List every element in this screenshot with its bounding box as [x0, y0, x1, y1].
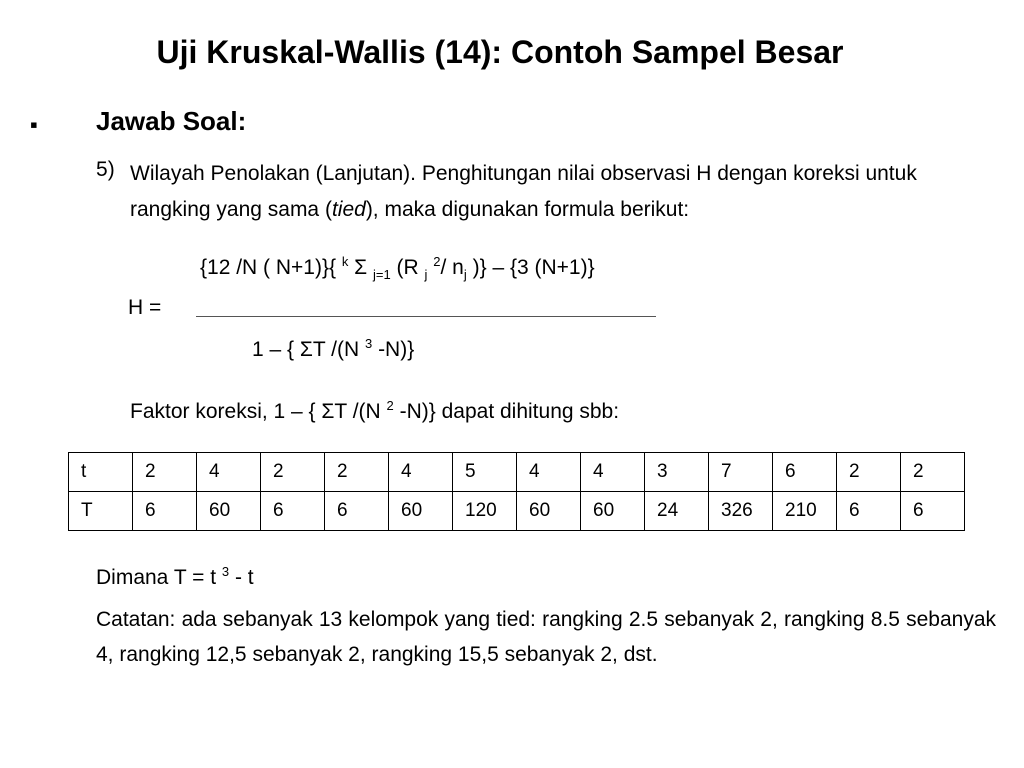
table-cell: 6: [837, 492, 901, 531]
formula-num-part: / n: [440, 256, 464, 279]
table-cell: 5: [453, 453, 517, 492]
formula-den-part: -N)}: [372, 338, 415, 361]
table-cell: 2: [837, 453, 901, 492]
table-cell: 60: [581, 492, 645, 531]
table-cell: 2: [133, 453, 197, 492]
definition-part: - t: [229, 566, 254, 589]
correction-part: -N)} dapat dihitung sbb:: [393, 400, 620, 423]
formula-num-part: {12 /N ( N+1)}{: [200, 256, 342, 279]
correction-part: T /(N: [334, 400, 387, 423]
item-number: [96, 158, 115, 182]
table-cell: 60: [389, 492, 453, 531]
section-heading: Jawab Soal:: [96, 106, 247, 136]
formula-num-sup-2: 2: [433, 254, 441, 269]
table-cell: 120: [453, 492, 517, 531]
fraction-divider: [196, 316, 656, 317]
table-cell: 60: [197, 492, 261, 531]
table-cell: 4: [517, 453, 581, 492]
definition-part: Dimana T = t: [96, 566, 222, 589]
table-cell: 6: [901, 492, 965, 531]
item-text-italic: tied: [331, 198, 366, 221]
table-cell: 24: [645, 492, 709, 531]
table-cell: 2: [901, 453, 965, 492]
item-number-paren: ): [107, 158, 115, 181]
formula-num-sigma: Σ: [348, 256, 373, 279]
correction-sup: 2: [386, 398, 394, 413]
table-cell: 6: [261, 492, 325, 531]
definition-text: [96, 566, 254, 590]
table-cell: 3: [645, 453, 709, 492]
table-cell: 4: [389, 453, 453, 492]
formula-num-sup-k: k: [341, 254, 349, 269]
table-row-label: t: [69, 453, 133, 492]
table-cell: 7: [709, 453, 773, 492]
item-text-part-2: ), maka digunakan formula berikut:: [365, 198, 690, 221]
table-cell: 4: [197, 453, 261, 492]
tie-table: [68, 452, 965, 531]
table-cell: 2: [261, 453, 325, 492]
item-text-part-1: Wilayah Penolakan (Lanjutan). Penghitungan nilai observasi H dengan koreksi untuk rangking yang sama (: [130, 162, 917, 221]
formula-den-sigma: Σ: [299, 338, 313, 361]
item-text: [130, 156, 1000, 228]
table-row-t: [69, 453, 965, 492]
definition-sup: 3: [221, 564, 230, 579]
correction-part: Faktor koreksi, 1 – {: [130, 400, 322, 423]
table-cell: 6: [773, 453, 837, 492]
correction-sigma: Σ: [321, 400, 335, 423]
formula-num-sub-j1: j=1: [373, 267, 391, 283]
table-cell: 6: [325, 492, 389, 531]
correction-factor-text: [130, 400, 619, 424]
formula-denominator: [252, 338, 414, 362]
formula-den-part: T /(N: [312, 338, 365, 361]
table-row-T: [69, 492, 965, 531]
formula-num-part: )} – {3 (N+1)}: [466, 256, 595, 279]
formula-h-label: H =: [128, 296, 162, 319]
item-number-value: 5: [96, 158, 108, 181]
table-row-label: T: [69, 492, 133, 531]
formula-numerator: [200, 254, 595, 283]
table-cell: 326: [709, 492, 773, 531]
formula-num-part: (R: [390, 256, 425, 279]
formula-den-part: 1 – {: [252, 338, 300, 361]
formula-num-sub-j2: j: [463, 267, 467, 283]
table-cell: 2: [325, 453, 389, 492]
table-cell: 60: [517, 492, 581, 531]
table-cell: 210: [773, 492, 837, 531]
formula-den-sup-3: 3: [365, 336, 373, 351]
table-cell: 6: [133, 492, 197, 531]
note-paragraph: Catatan: ada sebanyak 13 kelompok yang tied: rangking 2.5 sebanyak 2, rangking 8.5 sebanyak 4, rangking 12,5 sebanyak 2, rangking 15,5 sebanyak 2, dst.: [96, 608, 996, 666]
bullet-square-icon: ▪: [30, 112, 38, 137]
table-cell: 4: [581, 453, 645, 492]
formula-num-sub-j: j: [424, 267, 428, 283]
slide-title: Uji Kruskal-Wallis (14): Contoh Sampel Besar: [156, 34, 844, 70]
